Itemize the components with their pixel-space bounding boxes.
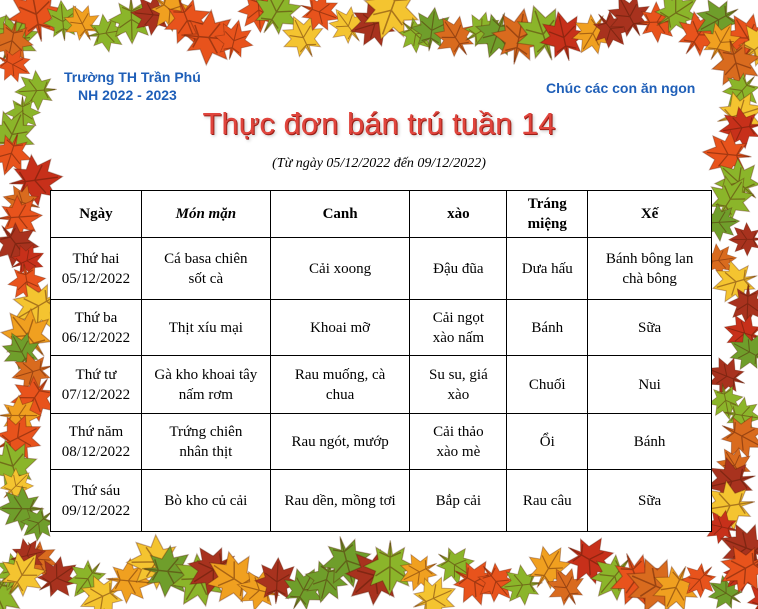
soup-text: Rau muống, cà: [294, 366, 386, 383]
day-name: Thứ năm: [68, 423, 124, 440]
table-row: [51, 238, 712, 300]
cell-snack: [588, 470, 712, 532]
main-dish-text: Cá basa chiên: [164, 250, 248, 267]
snack-text: Nui: [638, 376, 661, 393]
cell-stir-fry: [410, 238, 507, 300]
cell-dessert: [507, 238, 588, 300]
table-row: [51, 414, 712, 470]
cell-dessert: [507, 300, 588, 356]
column-header-main-dish: Món mặn: [141, 191, 270, 238]
day-name: Thứ ba: [74, 309, 118, 326]
dessert-text: Dưa hấu: [521, 260, 573, 277]
table-row: [51, 356, 712, 414]
stir-fry-text: xào: [447, 386, 470, 403]
dessert-text: Ổi: [539, 433, 555, 450]
page-title: Thực đơn bán trú tuần 14: [202, 106, 556, 141]
cell-soup: [270, 414, 410, 470]
snack-text: Bánh: [633, 433, 666, 450]
day-name: Thứ tư: [75, 366, 117, 383]
soup-text: Cải xoong: [309, 260, 372, 277]
day-date: 05/12/2022: [61, 270, 131, 287]
cell-snack: [588, 356, 712, 414]
cell-soup: [270, 238, 410, 300]
school-year: NH 2022 - 2023: [78, 87, 177, 103]
dessert-text: Bánh: [531, 319, 564, 336]
table-row: [51, 470, 712, 532]
date-range-subtitle: (Từ ngày 05/12/2022 đến 09/12/2022): [272, 156, 486, 171]
dessert-text: Rau câu: [522, 492, 572, 509]
main-dish-text: sốt cà: [188, 270, 224, 287]
soup-text: chua: [325, 386, 355, 403]
cell-stir-fry: [410, 414, 507, 470]
greeting-text: Chúc các con ăn ngon: [546, 80, 696, 96]
cell-snack: [588, 414, 712, 470]
cell-dessert: [507, 356, 588, 414]
snack-text: chà bông: [622, 270, 677, 287]
main-dish-text: Bò kho củ cải: [164, 492, 248, 509]
menu-table: [50, 190, 712, 532]
stir-fry-text: xào mè: [436, 443, 481, 460]
day-date: 09/12/2022: [61, 502, 131, 519]
cell-snack: [588, 300, 712, 356]
stir-fry-text: Cải ngọt: [432, 309, 484, 326]
snack-text: Sữa: [638, 319, 662, 336]
column-header-snack: Xế: [588, 191, 712, 238]
day-name: Thứ sáu: [71, 482, 121, 499]
column-header-stir-fry: xào: [410, 191, 507, 238]
leaf-icon: [728, 222, 758, 256]
soup-text: Rau dền, mồng tơi: [284, 492, 396, 509]
stir-fry-text: Cải thảo: [433, 423, 484, 440]
cell-stir-fry: [410, 470, 507, 532]
cell-day: [51, 238, 142, 300]
table-header-row: [51, 191, 712, 238]
day-date: 08/12/2022: [61, 443, 131, 460]
day-name: Thứ hai: [72, 250, 120, 267]
cell-soup: [270, 356, 410, 414]
stir-fry-text: Bắp cải: [435, 492, 482, 509]
main-dish-text: Thịt xíu mại: [168, 319, 243, 336]
cell-main-dish: [141, 238, 270, 300]
stir-fry-text: Su su, giá: [429, 366, 488, 383]
cell-soup: [270, 470, 410, 532]
cell-main-dish: [141, 470, 270, 532]
dessert-text: Chuối: [528, 376, 566, 393]
day-date: 07/12/2022: [61, 386, 131, 403]
day-date: 06/12/2022: [61, 329, 131, 346]
cell-main-dish: [141, 300, 270, 356]
cell-day: [51, 300, 142, 356]
stir-fry-text: Đậu đũa: [433, 260, 484, 277]
cell-day: [51, 356, 142, 414]
column-header-soup: Canh: [270, 191, 410, 238]
soup-text: Rau ngót, mướp: [291, 433, 389, 450]
stir-fry-text: xào nấm: [432, 329, 484, 346]
cell-soup: [270, 300, 410, 356]
column-header-day: Ngày: [51, 191, 142, 238]
cell-main-dish: [141, 356, 270, 414]
menu-table-body: [51, 238, 712, 532]
cell-dessert: [507, 414, 588, 470]
snack-text: Sữa: [638, 492, 662, 509]
main-dish-text: Trứng chiên: [169, 423, 243, 440]
cell-day: [51, 414, 142, 470]
cell-stir-fry: [410, 356, 507, 414]
cell-snack: [588, 238, 712, 300]
school-name: [64, 68, 201, 104]
cell-main-dish: [141, 414, 270, 470]
column-header-dessert: Tráng miệng: [507, 191, 588, 238]
main-dish-text: nấm rơm: [178, 386, 233, 403]
table-row: [51, 300, 712, 356]
cell-dessert: [507, 470, 588, 532]
snack-text: Bánh bông lan: [605, 250, 694, 267]
main-dish-text: Gà kho khoai tây: [154, 366, 258, 383]
soup-text: Khoai mỡ: [310, 319, 371, 336]
cell-day: [51, 470, 142, 532]
main-dish-text: nhân thịt: [179, 443, 233, 460]
school-line-1: Trường TH Trần Phú: [64, 69, 201, 85]
cell-stir-fry: [410, 300, 507, 356]
